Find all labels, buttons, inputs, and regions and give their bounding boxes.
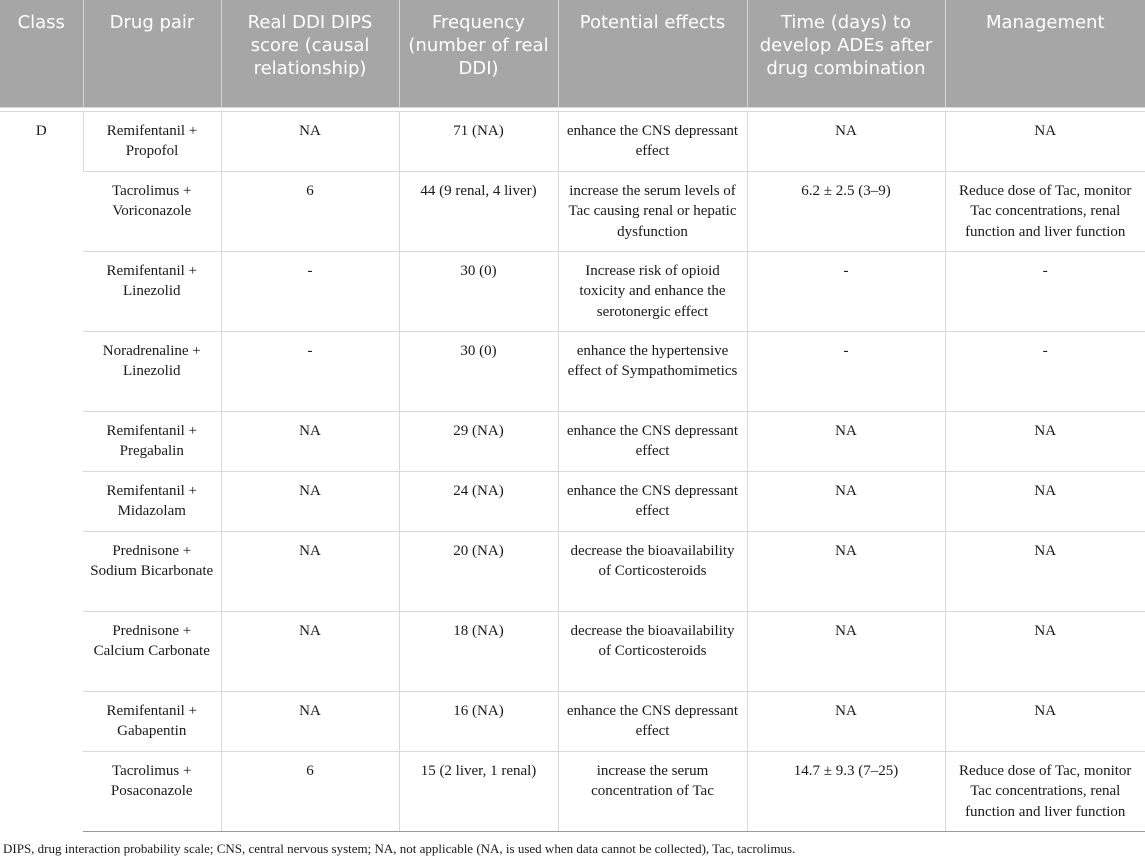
table-row — [0, 331, 1145, 411]
table-row — [0, 751, 1145, 831]
frequency-cell: 18 (NA) — [399, 611, 558, 691]
table-row — [0, 611, 1145, 691]
dips-cell: NA — [221, 531, 399, 611]
effects-cell: increase the serum concentration of Tac — [558, 751, 747, 831]
management-cell: Reduce dose of Tac, monitor Tac concentrations, renal function and liver function — [945, 751, 1145, 831]
table-footnote: DIPS, drug interaction probability scale; CNS, central nervous system; NA, not applicable (NA, is used when data cannot be collected), Tac, tacrolimus. — [3, 841, 796, 856]
drug-pair-cell: Tacrolimus + Posaconazole — [83, 751, 221, 831]
dips-cell: 6 — [221, 751, 399, 831]
management-cell: NA — [945, 111, 1145, 171]
dips-cell: NA — [221, 111, 399, 171]
time-cell: 14.7 ± 9.3 (7–25) — [747, 751, 945, 831]
frequency-cell: 29 (NA) — [399, 411, 558, 471]
management-cell: - — [945, 251, 1145, 331]
drug-pair-cell: Prednisone + Sodium Bicarbonate — [83, 531, 221, 611]
drug-pair-cell: Remifentanil + Propofol — [83, 111, 221, 171]
management-cell: - — [945, 331, 1145, 411]
table-row — [0, 411, 1145, 471]
management-cell: NA — [945, 611, 1145, 691]
class-cell: D — [0, 111, 83, 831]
effects-cell: enhance the CNS depressant effect — [558, 691, 747, 751]
drug-pair-cell: Remifentanil + Midazolam — [83, 471, 221, 531]
header-frequency: Frequency (number of real DDI) — [399, 0, 558, 107]
table-row — [0, 171, 1145, 251]
dips-cell: NA — [221, 471, 399, 531]
time-cell: - — [747, 331, 945, 411]
management-cell: NA — [945, 411, 1145, 471]
table-row — [0, 531, 1145, 611]
effects-cell: enhance the CNS depressant effect — [558, 471, 747, 531]
frequency-cell: 15 (2 liver, 1 renal) — [399, 751, 558, 831]
header-potential-effects: Potential effects — [558, 0, 747, 107]
drug-pair-cell: Noradrenaline + Linezolid — [83, 331, 221, 411]
effects-cell: enhance the CNS depressant effect — [558, 111, 747, 171]
frequency-cell: 16 (NA) — [399, 691, 558, 751]
management-cell: NA — [945, 531, 1145, 611]
frequency-cell: 30 (0) — [399, 331, 558, 411]
effects-cell: enhance the CNS depressant effect — [558, 411, 747, 471]
time-cell: NA — [747, 411, 945, 471]
effects-cell: increase the serum levels of Tac causing renal or hepatic dysfunction — [558, 171, 747, 251]
time-cell: - — [747, 251, 945, 331]
drug-pair-cell: Tacrolimus + Voriconazole — [83, 171, 221, 251]
header-row — [0, 0, 1145, 107]
time-cell: 6.2 ± 2.5 (3–9) — [747, 171, 945, 251]
table-row — [0, 111, 1145, 171]
frequency-cell: 71 (NA) — [399, 111, 558, 171]
time-cell: NA — [747, 111, 945, 171]
dips-cell: 6 — [221, 171, 399, 251]
drug-pair-cell: Remifentanil + Pregabalin — [83, 411, 221, 471]
table-row — [0, 251, 1145, 331]
frequency-cell: 44 (9 renal, 4 liver) — [399, 171, 558, 251]
drug-pair-cell: Prednisone + Calcium Carbonate — [83, 611, 221, 691]
header-drug-pair: Drug pair — [83, 0, 221, 107]
table-row — [0, 471, 1145, 531]
effects-cell: Increase risk of opioid toxicity and enhance the serotonergic effect — [558, 251, 747, 331]
effects-cell: enhance the hypertensive effect of Sympathomimetics — [558, 331, 747, 411]
dips-cell: - — [221, 251, 399, 331]
dips-cell: NA — [221, 611, 399, 691]
management-cell: NA — [945, 691, 1145, 751]
header-dips-score: Real DDI DIPS score (causal relationship) — [221, 0, 399, 107]
time-cell: NA — [747, 531, 945, 611]
table-row — [0, 691, 1145, 751]
header-time-to-ade: Time (days) to develop ADEs after drug combination — [747, 0, 945, 107]
drug-pair-cell: Remifentanil + Linezolid — [83, 251, 221, 331]
time-cell: NA — [747, 691, 945, 751]
dips-cell: NA — [221, 691, 399, 751]
header-management: Management — [945, 0, 1145, 107]
effects-cell: decrease the bioavailability of Corticosteroids — [558, 611, 747, 691]
management-cell: NA — [945, 471, 1145, 531]
frequency-cell: 24 (NA) — [399, 471, 558, 531]
time-cell: NA — [747, 611, 945, 691]
header-class: Class — [0, 0, 83, 107]
frequency-cell: 20 (NA) — [399, 531, 558, 611]
dips-cell: - — [221, 331, 399, 411]
management-cell: Reduce dose of Tac, monitor Tac concentrations, renal function and liver function — [945, 171, 1145, 251]
frequency-cell: 30 (0) — [399, 251, 558, 331]
time-cell: NA — [747, 471, 945, 531]
dips-cell: NA — [221, 411, 399, 471]
effects-cell: decrease the bioavailability of Corticosteroids — [558, 531, 747, 611]
drug-pair-cell: Remifentanil + Gabapentin — [83, 691, 221, 751]
